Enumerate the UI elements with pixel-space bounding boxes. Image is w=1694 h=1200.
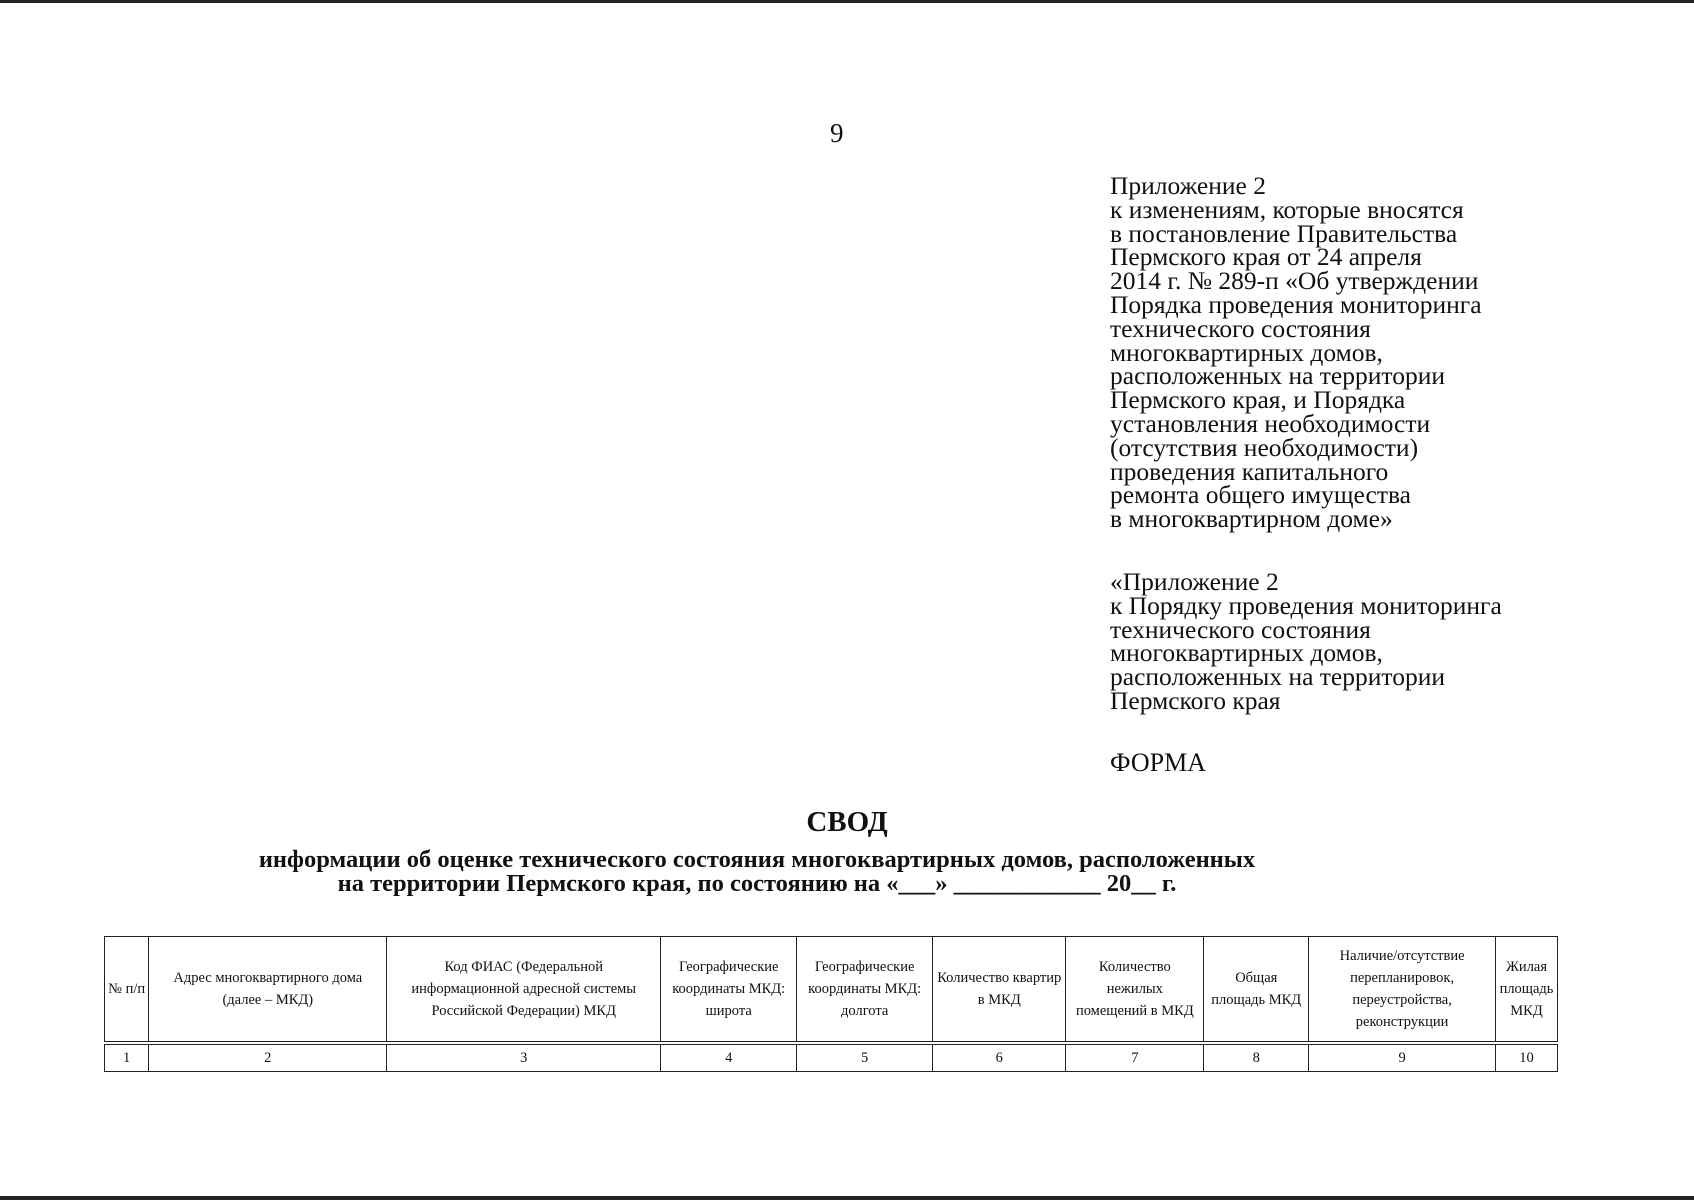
column-header: Жилая площадь МКД xyxy=(1495,937,1557,1044)
annex-line: Пермского края от 24 апреля xyxy=(1110,242,1422,272)
table-header-row xyxy=(105,937,1558,1044)
document-title: СВОД xyxy=(806,806,888,838)
annex-amendments-block xyxy=(1110,171,1482,534)
column-number: 1 xyxy=(105,1043,149,1072)
column-number: 6 xyxy=(933,1043,1066,1072)
annex-line: «Приложение 2 xyxy=(1110,567,1279,596)
annex-line: установления необходимости xyxy=(1110,408,1431,438)
column-header: Общая площадь МКД xyxy=(1204,937,1309,1044)
column-header: Географические координаты МКД: широта xyxy=(661,937,797,1044)
document-subtitle-line2: на территории Пермского края, по состоянию на «___» ____________ 20__ г. xyxy=(337,870,1177,897)
document-subtitle-line1: информации об оценке технического состояния многоквартирных домов, расположенных xyxy=(258,846,1256,873)
annex-line: к изменениям, которые вносятся xyxy=(1110,194,1464,224)
column-number: 9 xyxy=(1309,1043,1496,1072)
annex-line: (отсутствия необходимости) xyxy=(1110,432,1419,462)
column-header: Количество нежилых помещений в МКД xyxy=(1066,937,1204,1044)
top-scan-border xyxy=(0,0,1694,3)
annex-line: расположенных на территории xyxy=(1110,361,1445,391)
column-number: 8 xyxy=(1204,1043,1309,1072)
annex-line: Пермского края, и Порядка xyxy=(1110,385,1406,415)
column-number: 10 xyxy=(1495,1043,1557,1072)
annex-line: в многоквартирном доме» xyxy=(1110,504,1393,534)
column-number: 3 xyxy=(387,1043,661,1072)
column-number: 7 xyxy=(1066,1043,1204,1072)
annex-line: многоквартирных домов, xyxy=(1110,337,1383,367)
column-header: Адрес многоквартирного дома (далее – МКД) xyxy=(149,937,387,1044)
annex-line: расположенных на территории xyxy=(1110,662,1445,692)
annex-line: Пермского края xyxy=(1110,685,1281,715)
column-header: № п/п xyxy=(105,937,149,1044)
form-label: ФОРМА xyxy=(1110,748,1206,777)
column-number: 2 xyxy=(149,1043,387,1072)
annex-line: технического состояния xyxy=(1110,614,1371,644)
column-number: 5 xyxy=(797,1043,933,1072)
summary-table xyxy=(104,936,1558,1072)
column-header: Количество квартир в МКД xyxy=(933,937,1066,1044)
column-header: Наличие/отсутствие перепланировок, переустройства, реконструкции xyxy=(1309,937,1496,1044)
column-header: Географические координаты МКД: долгота xyxy=(797,937,933,1044)
annex-line: в постановление Правительства xyxy=(1110,218,1458,248)
annex-line: к Порядку проведения мониторинга xyxy=(1110,590,1502,620)
annex-line: многоквартирных домов, xyxy=(1110,638,1383,668)
annex-line: Порядка проведения мониторинга xyxy=(1110,289,1482,319)
annex-line: ремонта общего имущества xyxy=(1110,480,1411,510)
column-number: 4 xyxy=(661,1043,797,1072)
annex-line: 2014 г. № 289-п «Об утверждении xyxy=(1110,266,1479,296)
annex-line: проведения капитального xyxy=(1110,456,1389,486)
table-row xyxy=(105,1043,1558,1072)
annex-line: технического состояния xyxy=(1110,313,1371,343)
annex-line: Приложение 2 xyxy=(1110,171,1266,200)
annex-procedure-block xyxy=(1110,567,1502,715)
page-number: 9 xyxy=(830,118,844,148)
column-header: Код ФИАС (Федеральной информационной адресной системы Российской Федерации) МКД xyxy=(387,937,661,1044)
bottom-scan-border xyxy=(0,1196,1694,1200)
